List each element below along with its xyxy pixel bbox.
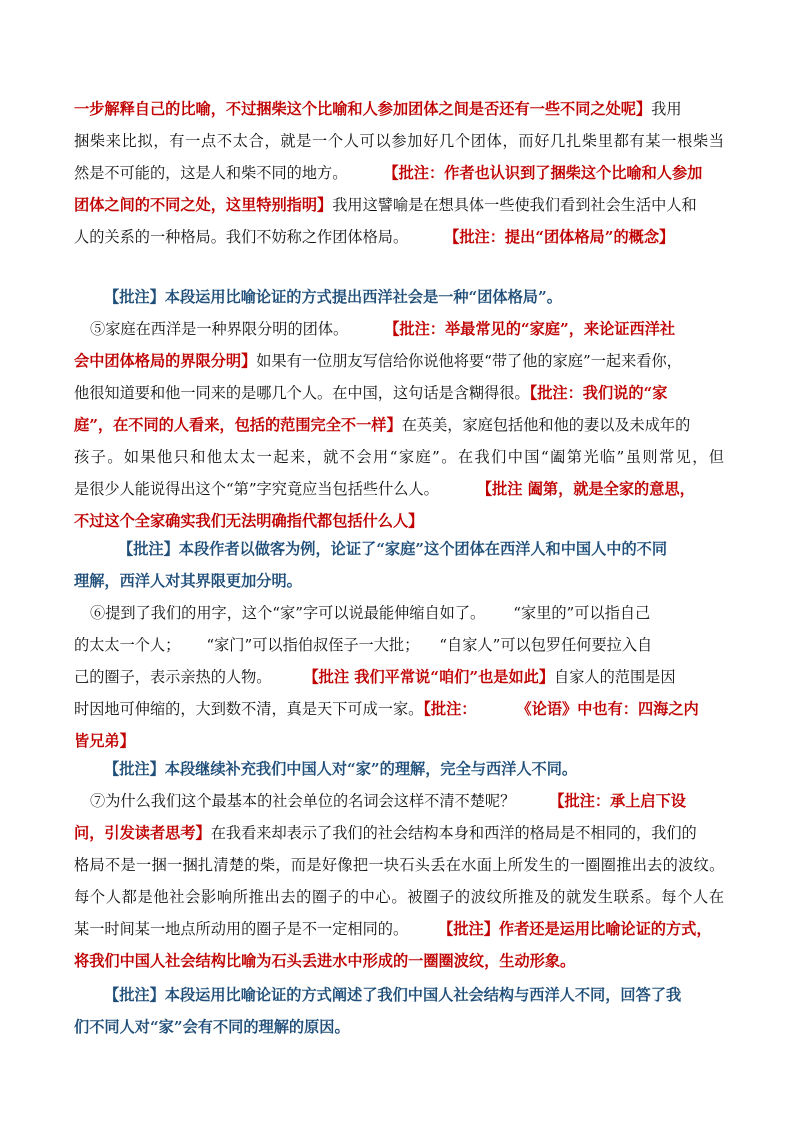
annotation: 【批注：我们说的“家 [529,384,668,402]
body-text: ⑤家庭在西洋是一种界限分明的团体。 [90,320,349,338]
body-text: “自家人”可以包罗任何要拉入自 [439,636,653,654]
annotation: 【批注：作者也认识到了捆柴这个比喻和人参加 [383,164,703,182]
annotation: 【批注 我们平常说“咱们”也是如此】 [303,668,555,686]
p5-line-5: 孩子。如果他只和他太太一起来，就不会用“家庭”。在我们中国“阖第光临”虽则常见，但 [74,448,724,466]
body-text: ⑦为什么我们这个最基本的社会单位的名词会这样不清不楚呢？ [90,792,516,810]
body-text: 人的关系的一种格局。我们不妨称之作团体格局。 [74,228,409,246]
p5-line-7: 不过这个全家确实我们无法明确指代都包括什么人】 [74,512,424,530]
p5-line-1 [90,316,724,342]
annotation: 【批注： [423,700,477,718]
p6-line-2 [74,632,724,658]
annotation: 【批注：举最常见的“家庭”，来论证西洋社 [384,320,676,338]
p5-line-3 [74,380,724,406]
p1-line-3 [74,160,724,186]
body-text: 某一时间某一地点所动用的圈子是不一定相同的。 [74,920,409,938]
body-text: 自家人的范围是因 [554,668,676,686]
annotation: 庭”，在不同的人看来，包括的范围完全不一样】 [74,416,402,434]
p5-line-6 [74,476,724,502]
p5-line-2 [74,348,724,374]
body-text: 我用 [651,100,682,118]
summary-note-2-line-2: 理解，西洋人对其界限更加分明。 [74,572,302,590]
body-text: “家里的”可以指自己 [513,604,651,622]
p1-line-2: 捆柴来比拟，有一点不太合，就是一个人可以参加好几个团体，而好几扎柴里都有某一根柴当 [74,132,724,150]
p1-line-1 [74,96,724,122]
body-text: 的太太一个人； [74,636,181,654]
annotation: 会中团体格局的界限分明】 [74,352,257,370]
annotation: 【批注 阖第，就是全家的意思， [476,480,695,498]
p7-line-6: 将我们中国人社会结构比喻为石头丢进水中形成的一圈圈波纹，生动形象。 [74,952,576,970]
body-text: 己的圈子，表示亲热的人物。 [74,668,272,686]
body-text: 在英美，家庭包括他和他的妻以及未成年的 [401,416,691,434]
summary-note-2-line-1: 【批注】本段作者以做客为例，论证了“家庭”这个团体在西洋人和中国人中的不同 [118,540,668,558]
summary-note-4-line-1: 【批注】本段运用比喻论证的方式阐述了我们中国人社会结构与西洋人不同，回答了我 [104,986,682,1004]
p7-line-1 [90,788,724,814]
p7-line-4: 每个人都是他社会影响所推出去的圈子的中心。被圈子的波纹所推及的就发生联系。每个人在 [74,888,724,906]
annotation: 问，引发读者思考】 [74,824,211,842]
body-text: 时因地可伸缩的，大到数不清，真是天下可成一家。 [74,700,424,718]
p7-line-5 [74,916,724,942]
body-text: 是很少人能说得出这个“第”字究竟应当包括些什么人。 [74,480,439,498]
p6-line-1 [90,600,724,626]
p6-line-3 [74,664,724,690]
summary-note-1: 【批注】本段运用比喻论证的方式提出西洋社会是一种“团体格局”。 [104,288,562,306]
p6-line-4 [74,696,724,722]
summary-note-4-line-2: 们不同人对“家”会有不同的理解的原因。 [74,1018,350,1036]
summary-note-3: 【批注】本段继续补充我们中国人对“家”的理解，完全与西洋人不同。 [104,760,578,778]
p1-line-5 [74,224,724,250]
p7-line-3: 格局不是一捆一捆扎清楚的柴，而是好像把一块石头丢在水面上所发生的一圈圈推出去的波纹。 [74,856,724,874]
p1-line-4 [74,192,724,218]
p7-line-2 [74,820,724,846]
p6-line-5: 皆兄弟】 [74,732,135,750]
annotation: 【批注】作者还是运用比喻论证的方式， [438,920,712,938]
body-text: 如果有一位朋友写信给你说他将要“带了他的家庭”一起来看你， [256,352,682,370]
body-text: 我用这譬喻是在想具体一些使我们看到社会生活中人和 [332,196,697,214]
annotation: 团体之间的不同之处，这里特别指明】 [74,196,333,214]
body-text: 然是不可能的，这是人和柴不同的地方。 [74,164,348,182]
annotation: 【批注：提出“团体格局”的概念】 [444,228,675,246]
body-text: 在我看来却表示了我们的社会结构本身和西洋的格局是不相同的，我们的 [210,824,697,842]
body-text: “家门”可以指伯叔侄子一大批； [206,636,420,654]
annotation: 【批注：承上启下设 [549,792,686,810]
annotation: 《论语》中也有：四海之内 [516,700,699,718]
body-text: ⑥提到了我们的用字，这个“家”字可以说最能伸缩自如了。 [90,604,486,622]
annotation: 一步解释自己的比喻，不过捆柴这个比喻和人参加团体之间是否还有一些不同之处呢】 [74,100,652,118]
p5-line-4 [74,412,724,438]
body-text: 他很知道要和他一同来的是哪几个人。在中国，这句话是含糊得很。 [74,384,530,402]
